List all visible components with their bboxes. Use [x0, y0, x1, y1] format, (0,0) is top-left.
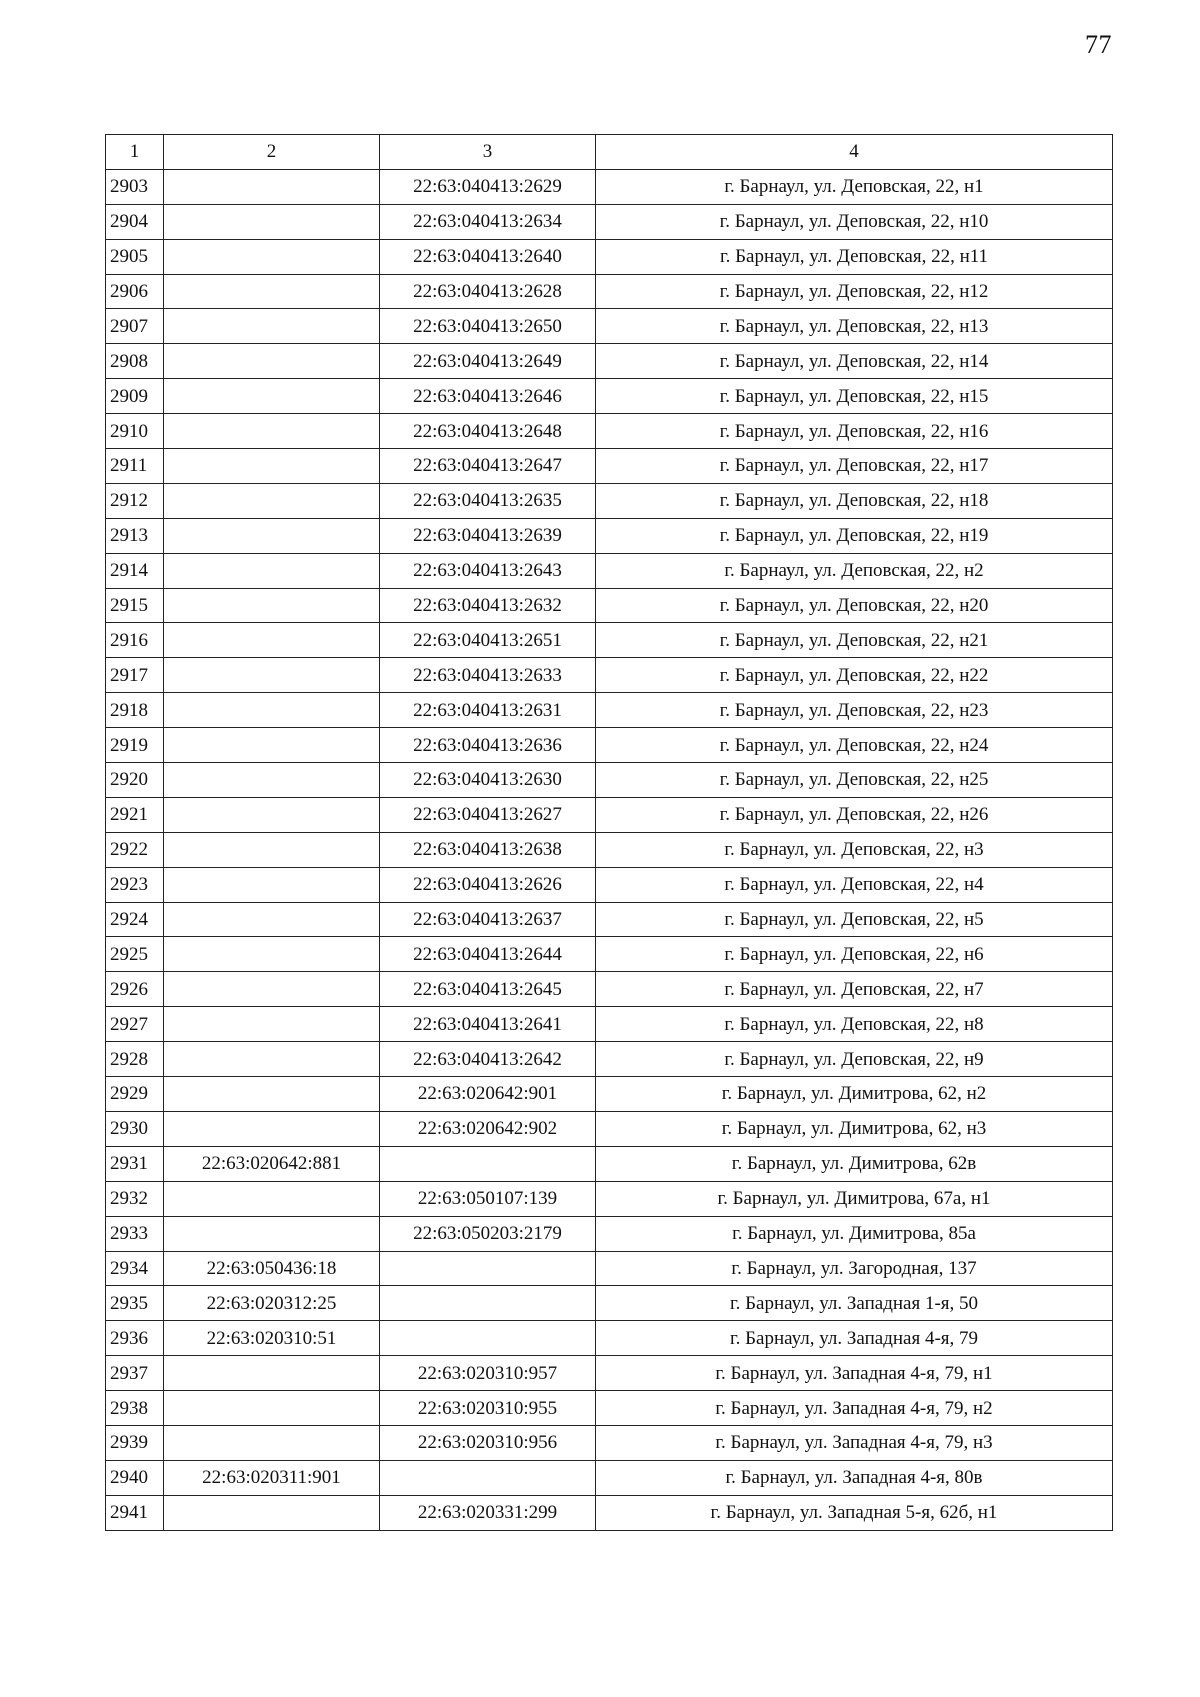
row-number-cell: 2909: [106, 379, 164, 414]
land-cadastral-number-cell: [164, 239, 380, 274]
table-row: [106, 937, 1113, 972]
table-row: [106, 728, 1113, 763]
row-number-cell: 2915: [106, 588, 164, 623]
table-row: [106, 1007, 1113, 1042]
column-header-3: 3: [380, 135, 596, 170]
address-cell: г. Барнаул, ул. Западная 5-я, 62б, н1: [596, 1495, 1113, 1530]
building-cadastral-number-cell: 22:63:040413:2633: [380, 658, 596, 693]
land-cadastral-number-cell: [164, 693, 380, 728]
land-cadastral-number-cell: 22:63:020310:51: [164, 1321, 380, 1356]
table-row: [106, 553, 1113, 588]
land-cadastral-number-cell: [164, 1495, 380, 1530]
building-cadastral-number-cell: 22:63:040413:2631: [380, 693, 596, 728]
building-cadastral-number-cell: [380, 1460, 596, 1495]
table-row: [106, 1391, 1113, 1426]
land-cadastral-number-cell: [164, 1391, 380, 1426]
building-cadastral-number-cell: 22:63:040413:2645: [380, 972, 596, 1007]
address-cell: г. Барнаул, ул. Деповская, 22, н16: [596, 414, 1113, 449]
land-cadastral-number-cell: [164, 449, 380, 484]
row-number-cell: 2922: [106, 832, 164, 867]
page-number: 77: [1085, 30, 1112, 59]
table-row: [106, 483, 1113, 518]
building-cadastral-number-cell: 22:63:040413:2638: [380, 832, 596, 867]
row-number-cell: 2929: [106, 1077, 164, 1112]
building-cadastral-number-cell: 22:63:040413:2630: [380, 763, 596, 798]
table-row: [106, 518, 1113, 553]
row-number-cell: 2913: [106, 518, 164, 553]
column-header-2: 2: [164, 135, 380, 170]
building-cadastral-number-cell: 22:63:040413:2646: [380, 379, 596, 414]
row-number-cell: 2911: [106, 449, 164, 484]
building-cadastral-number-cell: 22:63:040413:2642: [380, 1042, 596, 1077]
address-cell: г. Барнаул, ул. Деповская, 22, н23: [596, 693, 1113, 728]
address-cell: г. Барнаул, ул. Деповская, 22, н26: [596, 797, 1113, 832]
address-cell: г. Барнаул, ул. Димитрова, 85а: [596, 1216, 1113, 1251]
address-cell: г. Барнаул, ул. Деповская, 22, н21: [596, 623, 1113, 658]
building-cadastral-number-cell: 22:63:040413:2635: [380, 483, 596, 518]
building-cadastral-number-cell: 22:63:020642:901: [380, 1077, 596, 1112]
address-cell: г. Барнаул, ул. Деповская, 22, н6: [596, 937, 1113, 972]
address-cell: г. Барнаул, ул. Деповская, 22, н25: [596, 763, 1113, 798]
building-cadastral-number-cell: 22:63:020331:299: [380, 1495, 596, 1530]
address-cell: г. Барнаул, ул. Деповская, 22, н2: [596, 553, 1113, 588]
land-cadastral-number-cell: 22:63:050436:18: [164, 1251, 380, 1286]
building-cadastral-number-cell: 22:63:040413:2636: [380, 728, 596, 763]
building-cadastral-number-cell: 22:63:040413:2650: [380, 309, 596, 344]
land-cadastral-number-cell: [164, 728, 380, 763]
address-cell: г. Барнаул, ул. Димитрова, 62, н2: [596, 1077, 1113, 1112]
table-row: [106, 763, 1113, 798]
land-cadastral-number-cell: [164, 763, 380, 798]
row-number-cell: 2939: [106, 1425, 164, 1460]
table-row: [106, 204, 1113, 239]
row-number-cell: 2932: [106, 1181, 164, 1216]
address-cell: г. Барнаул, ул. Западная 4-я, 79, н1: [596, 1356, 1113, 1391]
address-cell: г. Барнаул, ул. Деповская, 22, н24: [596, 728, 1113, 763]
table-row: [106, 972, 1113, 1007]
row-number-cell: 2935: [106, 1286, 164, 1321]
address-cell: г. Барнаул, ул. Деповская, 22, н3: [596, 832, 1113, 867]
land-cadastral-number-cell: [164, 483, 380, 518]
address-cell: г. Барнаул, ул. Деповская, 22, н17: [596, 449, 1113, 484]
address-cell: г. Барнаул, ул. Деповская, 22, н19: [596, 518, 1113, 553]
row-number-cell: 2916: [106, 623, 164, 658]
building-cadastral-number-cell: 22:63:040413:2649: [380, 344, 596, 379]
building-cadastral-number-cell: 22:63:050107:139: [380, 1181, 596, 1216]
table-row: [106, 1425, 1113, 1460]
row-number-cell: 2938: [106, 1391, 164, 1426]
row-number-cell: 2903: [106, 169, 164, 204]
building-cadastral-number-cell: 22:63:040413:2628: [380, 274, 596, 309]
address-cell: г. Барнаул, ул. Деповская, 22, н5: [596, 902, 1113, 937]
table-header-row: [106, 135, 1113, 170]
table-row: [106, 588, 1113, 623]
row-number-cell: 2917: [106, 658, 164, 693]
row-number-cell: 2930: [106, 1111, 164, 1146]
row-number-cell: 2931: [106, 1146, 164, 1181]
building-cadastral-number-cell: 22:63:040413:2626: [380, 867, 596, 902]
land-cadastral-number-cell: [164, 553, 380, 588]
address-cell: г. Барнаул, ул. Деповская, 22, н22: [596, 658, 1113, 693]
land-cadastral-number-cell: [164, 274, 380, 309]
address-cell: г. Барнаул, ул. Деповская, 22, н1: [596, 169, 1113, 204]
address-cell: г. Барнаул, ул. Деповская, 22, н10: [596, 204, 1113, 239]
address-cell: г. Барнаул, ул. Деповская, 22, н11: [596, 239, 1113, 274]
land-cadastral-number-cell: [164, 204, 380, 239]
row-number-cell: 2940: [106, 1460, 164, 1495]
address-cell: г. Барнаул, ул. Деповская, 22, н20: [596, 588, 1113, 623]
building-cadastral-number-cell: [380, 1146, 596, 1181]
row-number-cell: 2928: [106, 1042, 164, 1077]
table-row: [106, 1146, 1113, 1181]
row-number-cell: 2925: [106, 937, 164, 972]
row-number-cell: 2924: [106, 902, 164, 937]
table-row: [106, 414, 1113, 449]
land-cadastral-number-cell: 22:63:020642:881: [164, 1146, 380, 1181]
land-cadastral-number-cell: [164, 309, 380, 344]
row-number-cell: 2906: [106, 274, 164, 309]
row-number-cell: 2936: [106, 1321, 164, 1356]
address-cell: г. Барнаул, ул. Западная 4-я, 79, н3: [596, 1425, 1113, 1460]
table-row: [106, 169, 1113, 204]
building-cadastral-number-cell: 22:63:040413:2643: [380, 553, 596, 588]
table-row: [106, 1181, 1113, 1216]
land-cadastral-number-cell: 22:63:020311:901: [164, 1460, 380, 1495]
address-cell: г. Барнаул, ул. Димитрова, 62, н3: [596, 1111, 1113, 1146]
building-cadastral-number-cell: 22:63:020310:956: [380, 1425, 596, 1460]
row-number-cell: 2926: [106, 972, 164, 1007]
table-row: [106, 1460, 1113, 1495]
address-cell: г. Барнаул, ул. Деповская, 22, н9: [596, 1042, 1113, 1077]
building-cadastral-number-cell: 22:63:040413:2632: [380, 588, 596, 623]
row-number-cell: 2904: [106, 204, 164, 239]
row-number-cell: 2912: [106, 483, 164, 518]
row-number-cell: 2907: [106, 309, 164, 344]
row-number-cell: 2927: [106, 1007, 164, 1042]
address-cell: г. Барнаул, ул. Деповская, 22, н4: [596, 867, 1113, 902]
land-cadastral-number-cell: [164, 832, 380, 867]
building-cadastral-number-cell: 22:63:040413:2639: [380, 518, 596, 553]
row-number-cell: 2933: [106, 1216, 164, 1251]
building-cadastral-number-cell: 22:63:040413:2640: [380, 239, 596, 274]
land-cadastral-number-cell: [164, 902, 380, 937]
table-row: [106, 344, 1113, 379]
row-number-cell: 2918: [106, 693, 164, 728]
land-cadastral-number-cell: 22:63:020312:25: [164, 1286, 380, 1321]
building-cadastral-number-cell: 22:63:040413:2641: [380, 1007, 596, 1042]
table-body: [106, 169, 1113, 1530]
address-cell: г. Барнаул, ул. Деповская, 22, н14: [596, 344, 1113, 379]
table-row: [106, 1251, 1113, 1286]
building-cadastral-number-cell: 22:63:020310:955: [380, 1391, 596, 1426]
table-row: [106, 693, 1113, 728]
row-number-cell: 2941: [106, 1495, 164, 1530]
land-cadastral-number-cell: [164, 937, 380, 972]
table-row: [106, 623, 1113, 658]
address-cell: г. Барнаул, ул. Деповская, 22, н12: [596, 274, 1113, 309]
building-cadastral-number-cell: 22:63:050203:2179: [380, 1216, 596, 1251]
address-cell: г. Барнаул, ул. Западная 4-я, 79, н2: [596, 1391, 1113, 1426]
table-row: [106, 1495, 1113, 1530]
land-cadastral-number-cell: [164, 1007, 380, 1042]
address-cell: г. Барнаул, ул. Загородная, 137: [596, 1251, 1113, 1286]
building-cadastral-number-cell: 22:63:020642:902: [380, 1111, 596, 1146]
address-cell: г. Барнаул, ул. Димитрова, 62в: [596, 1146, 1113, 1181]
row-number-cell: 2921: [106, 797, 164, 832]
building-cadastral-number-cell: 22:63:040413:2644: [380, 937, 596, 972]
table-row: [106, 239, 1113, 274]
table-row: [106, 832, 1113, 867]
property-registry-table: [105, 134, 1113, 1531]
address-cell: г. Барнаул, ул. Деповская, 22, н13: [596, 309, 1113, 344]
land-cadastral-number-cell: [164, 518, 380, 553]
land-cadastral-number-cell: [164, 379, 380, 414]
land-cadastral-number-cell: [164, 1356, 380, 1391]
land-cadastral-number-cell: [164, 658, 380, 693]
table-row: [106, 1042, 1113, 1077]
building-cadastral-number-cell: [380, 1251, 596, 1286]
land-cadastral-number-cell: [164, 623, 380, 658]
row-number-cell: 2923: [106, 867, 164, 902]
address-cell: г. Барнаул, ул. Западная 4-я, 80в: [596, 1460, 1113, 1495]
column-header-1: 1: [106, 135, 164, 170]
land-cadastral-number-cell: [164, 588, 380, 623]
column-header-4: 4: [596, 135, 1113, 170]
building-cadastral-number-cell: [380, 1321, 596, 1356]
building-cadastral-number-cell: [380, 1286, 596, 1321]
building-cadastral-number-cell: 22:63:040413:2634: [380, 204, 596, 239]
building-cadastral-number-cell: 22:63:040413:2627: [380, 797, 596, 832]
address-cell: г. Барнаул, ул. Деповская, 22, н7: [596, 972, 1113, 1007]
table-row: [106, 1077, 1113, 1112]
address-cell: г. Барнаул, ул. Деповская, 22, н8: [596, 1007, 1113, 1042]
address-cell: г. Барнаул, ул. Димитрова, 67а, н1: [596, 1181, 1113, 1216]
address-cell: г. Барнаул, ул. Деповская, 22, н18: [596, 483, 1113, 518]
building-cadastral-number-cell: 22:63:040413:2648: [380, 414, 596, 449]
building-cadastral-number-cell: 22:63:020310:957: [380, 1356, 596, 1391]
row-number-cell: 2937: [106, 1356, 164, 1391]
table-row: [106, 1321, 1113, 1356]
address-cell: г. Барнаул, ул. Деповская, 22, н15: [596, 379, 1113, 414]
land-cadastral-number-cell: [164, 1181, 380, 1216]
land-cadastral-number-cell: [164, 344, 380, 379]
table-row: [106, 1216, 1113, 1251]
row-number-cell: 2914: [106, 553, 164, 588]
table-row: [106, 1356, 1113, 1391]
land-cadastral-number-cell: [164, 972, 380, 1007]
table-row: [106, 658, 1113, 693]
row-number-cell: 2934: [106, 1251, 164, 1286]
row-number-cell: 2910: [106, 414, 164, 449]
building-cadastral-number-cell: 22:63:040413:2637: [380, 902, 596, 937]
row-number-cell: 2905: [106, 239, 164, 274]
land-cadastral-number-cell: [164, 1216, 380, 1251]
land-cadastral-number-cell: [164, 169, 380, 204]
land-cadastral-number-cell: [164, 1042, 380, 1077]
table-row: [106, 797, 1113, 832]
row-number-cell: 2919: [106, 728, 164, 763]
row-number-cell: 2920: [106, 763, 164, 798]
table-row: [106, 309, 1113, 344]
land-cadastral-number-cell: [164, 414, 380, 449]
land-cadastral-number-cell: [164, 1077, 380, 1112]
table-row: [106, 867, 1113, 902]
building-cadastral-number-cell: 22:63:040413:2647: [380, 449, 596, 484]
table-row: [106, 902, 1113, 937]
building-cadastral-number-cell: 22:63:040413:2651: [380, 623, 596, 658]
table-row: [106, 274, 1113, 309]
table-row: [106, 449, 1113, 484]
land-cadastral-number-cell: [164, 1425, 380, 1460]
table-row: [106, 379, 1113, 414]
land-cadastral-number-cell: [164, 797, 380, 832]
address-cell: г. Барнаул, ул. Западная 4-я, 79: [596, 1321, 1113, 1356]
table-row: [106, 1286, 1113, 1321]
row-number-cell: 2908: [106, 344, 164, 379]
address-cell: г. Барнаул, ул. Западная 1-я, 50: [596, 1286, 1113, 1321]
land-cadastral-number-cell: [164, 1111, 380, 1146]
land-cadastral-number-cell: [164, 867, 380, 902]
table-row: [106, 1111, 1113, 1146]
building-cadastral-number-cell: 22:63:040413:2629: [380, 169, 596, 204]
